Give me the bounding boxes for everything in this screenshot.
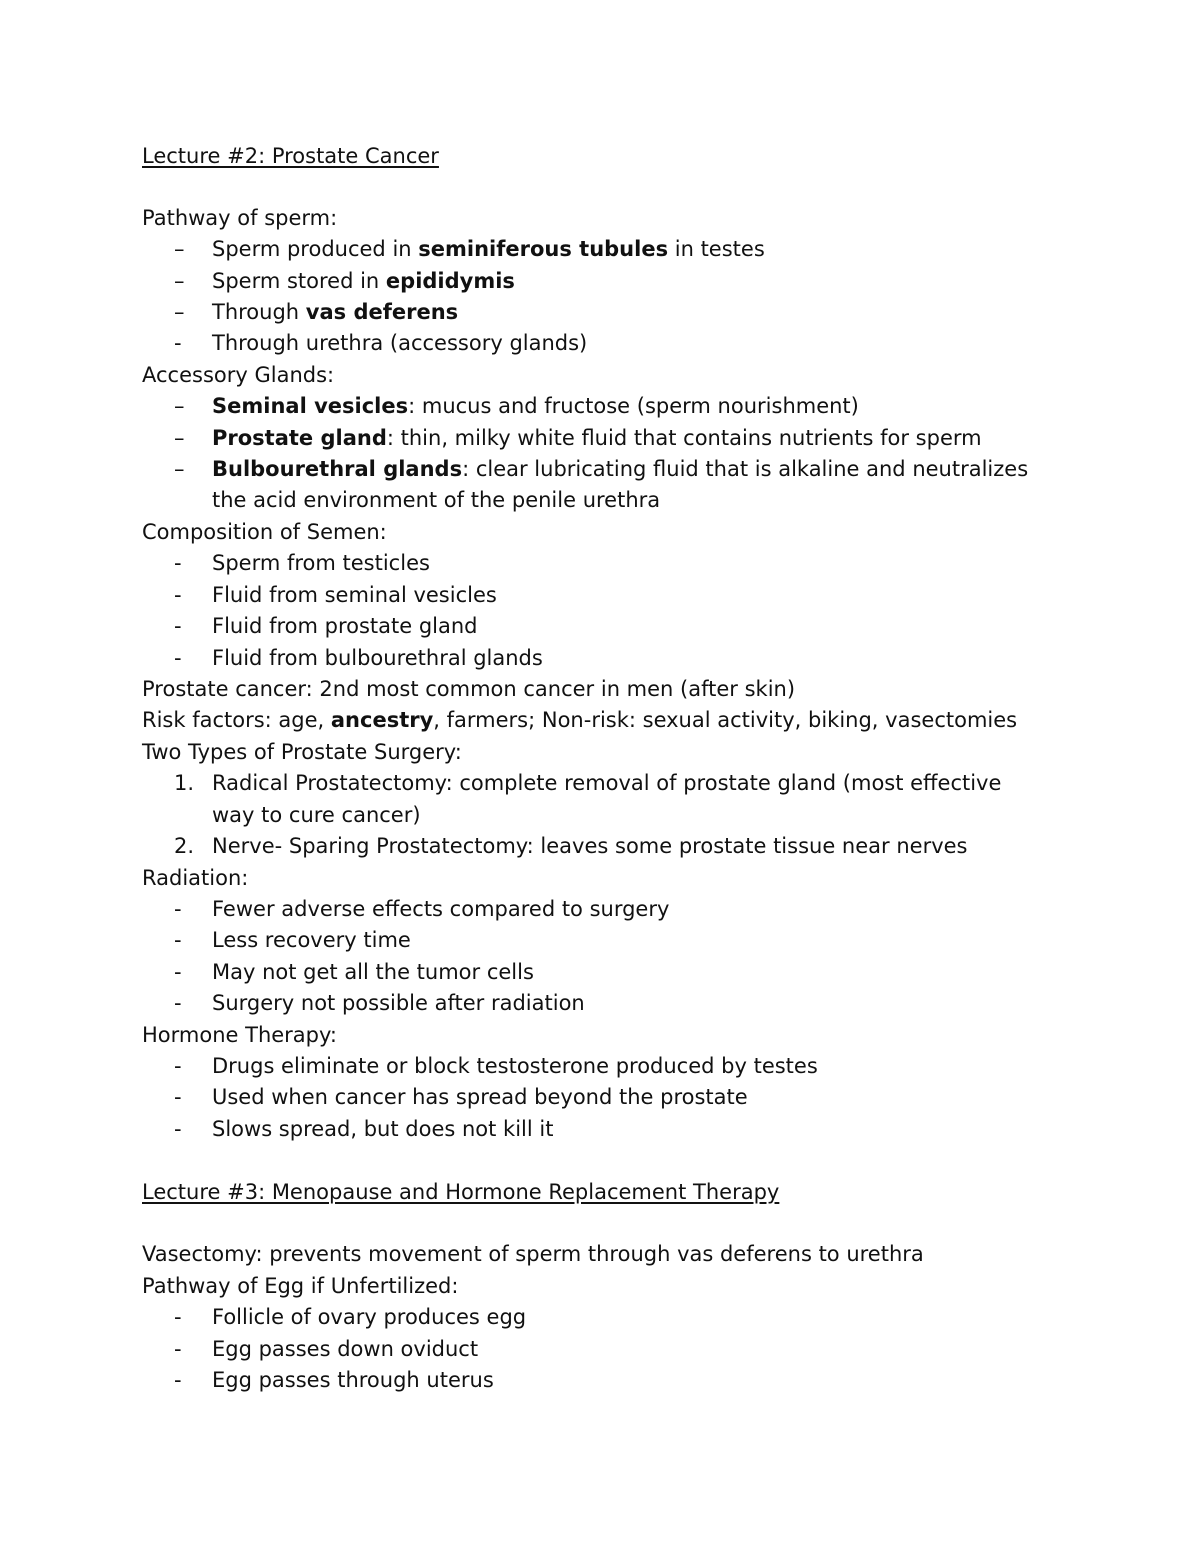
- radiation-heading: Radiation:: [142, 866, 249, 890]
- accessory-heading: Accessory Glands:: [142, 363, 335, 387]
- surgery-heading: Two Types of Prostate Surgery:: [142, 740, 462, 764]
- lecture-2-title: Lecture #2: Prostate Cancer: [142, 144, 439, 168]
- vasectomy-line: Vasectomy: prevents movement of sperm through vas deferens to urethra: [142, 1242, 924, 1266]
- risk-factors-line: Risk factors: age, ancestry, farmers; Non-risk: sexual activity, biking, vasectomies: [142, 708, 1018, 732]
- lecture-3-title: Lecture #3: Menopause and Hormone Replacement Therapy: [142, 1180, 780, 1204]
- egg-pathway-heading: Pathway of Egg if Unfertilized:: [142, 1274, 459, 1298]
- semen-heading: Composition of Semen:: [142, 520, 387, 544]
- prostate-cancer-line: Prostate cancer: 2nd most common cancer in men (after skin): [142, 677, 796, 701]
- document-page: Lecture #2: Prostate Cancer Pathway of sperm: – Sperm produced in seminiferous tubules in testes – Sperm stored in epididymis – Through vas deferens - Through urethra (accessory glands) Accessory Glands: – Seminal vesicles: mucus and fructose (sperm nourishment) – Prostate gland: thin, milky white fluid that contains nutrients for sperm – Bulbourethral glands: clear lubricating fluid that is alkaline and neutralizes the acid environment of the penile urethra Composition of Semen: - Sperm from testicles - Fluid from seminal vesicles - Fluid from prostate gland - Fluid from bulbourethral glands Prostate cancer: 2nd most common cancer in men (after skin) Risk factors: age, ancestry, farmers; Non-risk: sexual activity, biking, vasectomies Two Types of Prostate Surgery: 1. Radical Prostatectomy: complete removal of prostate gland (most effective way to cure cancer) 2. Nerve- Sparing Prostatectomy: leaves some prostate tissue near nerves Radiation: - Fewer adverse effects compared to surgery - Less recovery time - May not get all the tumor cells - Surgery not possible after radiation Hormone Therapy: - Drugs eliminate or block testosterone produced by testes - Used when cancer has spread beyond the prostate - Slows spread, but does not kill it Lecture #3: Menopause and Hormone Replacement Therapy Vasectomy: prevents movement of sperm through vas deferens to urethra Pathway of Egg if Unfertilized: - Follicle of ovary produces egg - Egg passes down oviduct - Egg passes through uterus: [142, 144, 1029, 1392]
- pathway-heading: Pathway of sperm:: [142, 206, 338, 230]
- hormone-heading: Hormone Therapy:: [142, 1023, 337, 1047]
